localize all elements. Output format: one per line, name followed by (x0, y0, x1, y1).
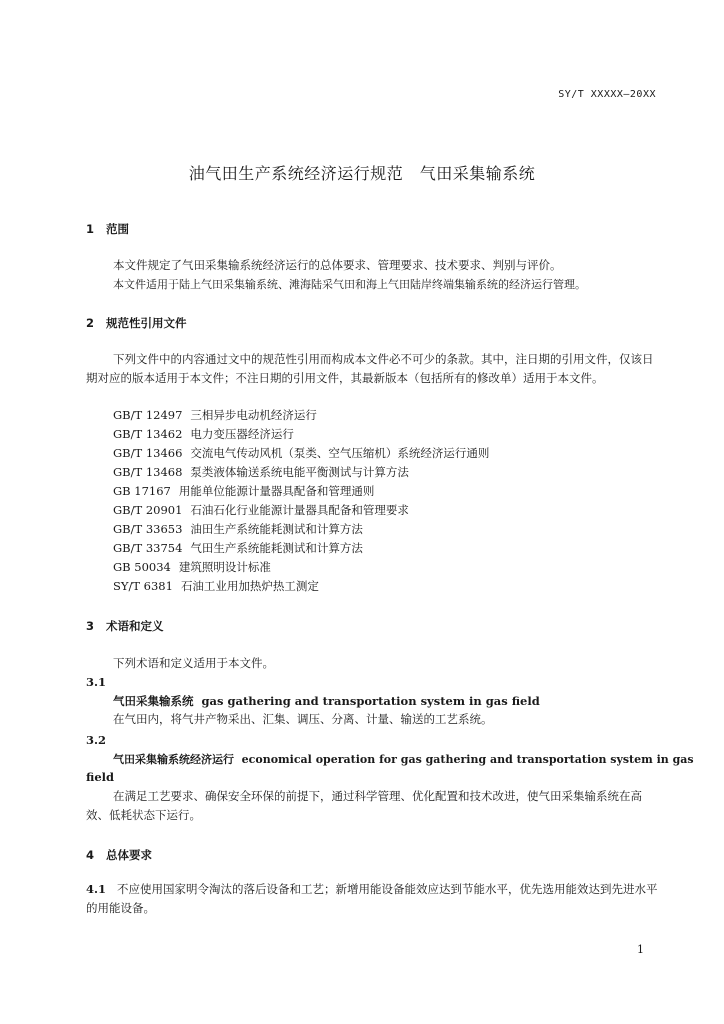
clause-4-1 (86, 880, 658, 918)
reference-code: GB/T 33653 (113, 522, 183, 536)
reference-item (113, 578, 319, 594)
section-title: 总体要求 (106, 848, 152, 862)
reference-title: 油田生产系统能耗测试和计算方法 (190, 522, 363, 536)
reference-title: 建筑照明设计标准 (178, 560, 271, 574)
reference-item (113, 483, 374, 499)
term-definition: 在满足工艺要求、确保安全环保的前提下，通过科学管理、优化配置和技术改进，使气田采集输系统在高效、低耗状态下运行。 (86, 789, 642, 822)
standard-number: SY/T XXXXX—20XX (558, 89, 656, 100)
reference-code: GB 17167 (113, 484, 171, 498)
section-2-heading (86, 315, 187, 331)
section-4-heading (86, 847, 152, 863)
reference-item (113, 540, 363, 556)
page-number: 1 (637, 943, 644, 956)
term-number: 3.2 (86, 733, 107, 747)
reference-item (113, 521, 363, 537)
section-title: 术语和定义 (106, 619, 164, 633)
term-name (113, 751, 694, 767)
reference-code: SY/T 6381 (113, 579, 173, 593)
reference-title: 石油工业用加热炉热工测定 (180, 579, 319, 593)
reference-item (113, 559, 271, 575)
clause-number: 4.1 (86, 882, 107, 896)
term-name (113, 693, 540, 709)
term-english: gas gathering and transportation system in gas field (201, 694, 540, 708)
term-chinese: 气田采集输系统 (113, 694, 194, 708)
reference-title: 三相异步电动机经济运行 (190, 408, 317, 422)
section-number: 3 (86, 619, 95, 633)
reference-item (113, 426, 294, 442)
reference-item (113, 407, 317, 423)
reference-code: GB/T 12497 (113, 408, 183, 422)
term-number: 3.1 (86, 675, 107, 689)
references-intro: 下列文件中的内容通过文中的规范性引用而构成本文件必不可少的条款。其中，注日期的引用文件，仅该日期对应的版本适用于本文件；不注日期的引用文件，其最新版本（包括所有的修改单）适用于本文件。 (86, 352, 654, 385)
reference-code: GB/T 13466 (113, 446, 183, 460)
section-number: 2 (86, 316, 95, 330)
section-3-heading (86, 618, 164, 634)
reference-title: 泵类液体输送系统电能平衡测试与计算方法 (190, 465, 409, 479)
reference-title: 石油石化行业能源计量器具配备和管理要求 (190, 503, 409, 517)
reference-title: 电力变压器经济运行 (190, 427, 294, 441)
reference-title: 用能单位能源计量器具配备和管理通则 (178, 484, 375, 498)
reference-item (113, 464, 409, 480)
reference-item (113, 445, 489, 461)
reference-code: GB/T 20901 (113, 503, 183, 517)
reference-code: GB/T 13468 (113, 465, 183, 479)
clause-text: 不应使用国家明令淘汰的落后设备和工艺；新增用能设备能效应达到节能水平，优先选用能效达到先进水平的用能设备。 (86, 882, 658, 915)
reference-item (113, 502, 409, 518)
document-title: 油气田生产系统经济运行规范 气田采集输系统 (188, 164, 536, 183)
reference-code: GB/T 33754 (113, 541, 183, 555)
section-title: 范围 (106, 222, 129, 236)
term-definition: 在气田内，将气井产物采出、汇集、调压、分离、计量、输送的工艺系统。 (113, 712, 493, 726)
reference-code: GB/T 13462 (113, 427, 183, 441)
section-1-heading (86, 221, 129, 237)
section-number: 1 (86, 222, 95, 236)
scope-paragraph-1: 本文件规定了气田采集输系统经济运行的总体要求、管理要求、技术要求、判别与评价。 (113, 258, 562, 272)
reference-title: 气田生产系统能耗测试和计算方法 (190, 541, 363, 555)
section-number: 4 (86, 848, 95, 862)
reference-code: GB 50034 (113, 560, 171, 574)
scope-paragraph-2: 本文件适用于陆上气田采集输系统、滩海陆采气田和海上气田陆岸终端集输系统的经济运行管理。 (113, 278, 586, 291)
reference-title: 交流电气传动风机（泵类、空气压缩机）系统经济运行通则 (190, 446, 490, 460)
term-chinese: 气田采集输系统经济运行 (113, 753, 234, 766)
terms-intro: 下列术语和定义适用于本文件。 (113, 656, 274, 670)
term-english-continued: field (86, 770, 115, 784)
term-english: economical operation for gas gathering and transportation system in gas (241, 753, 694, 766)
section-title: 规范性引用文件 (106, 316, 187, 330)
